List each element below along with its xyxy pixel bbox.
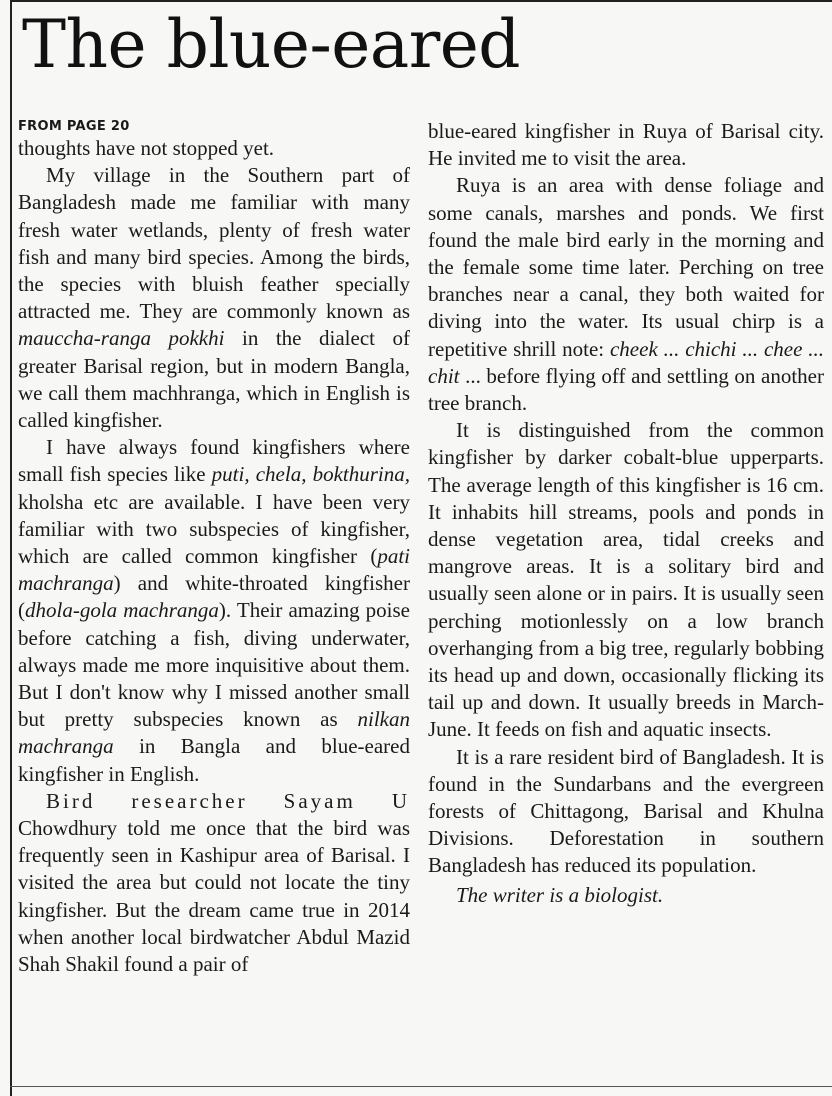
left-column bbox=[18, 118, 410, 978]
paragraph-text: ... before flying off and settling on another tree branch. bbox=[428, 363, 824, 416]
paragraph-text: Bird researcher Sayam U bbox=[46, 788, 410, 813]
italic-term: mauccha-ranga pokkhi bbox=[18, 326, 225, 351]
italic-term: dhola-gola machranga bbox=[25, 598, 219, 623]
paragraph bbox=[428, 172, 824, 417]
italic-term: puti, chela, bokthurina, bbox=[211, 462, 410, 487]
paragraph bbox=[18, 788, 410, 978]
paragraph: It is distinguished from the common kingfisher by darker cobalt-blue upperparts. The average length of this kingfisher is 16 cm. It inhabits hill streams, pools and ponds in dense vegetation area, tidal creeks and mangrove areas. It is a solitary bird and usually seen alone or in pairs. It is usually seen perching motionlessly on a low branch overhanging from a big tree, regularly bobbing its head up and down, occasionally flicking its tail up and down. It usually breeds in March-June. It feeds on fish and aquatic insects. bbox=[428, 418, 824, 742]
continued-from-label: FROM PAGE 20 bbox=[18, 119, 130, 134]
italic-term: nilkan machranga bbox=[18, 707, 410, 759]
frame-top-rule bbox=[10, 0, 832, 2]
paragraph: It is a rare resident bird of Bangladesh. It is found in the Sundarbans and the evergreen forests of Chittagong, Barisal and Khulna Divisions. Deforestation in southern Bangladesh has reduced its population. bbox=[428, 744, 824, 878]
paragraph-text: in Bangla and blue-eared kingfisher in English. bbox=[18, 734, 410, 786]
paragraph: blue-eared kingfisher in Ruya of Barisal city. He invited me to visit the area. bbox=[428, 119, 824, 171]
author-credit: The writer is a biologist. bbox=[456, 882, 664, 907]
italic-term: pati machranga bbox=[18, 544, 410, 596]
italic-term: cheek ... chichi ... chee ... chit bbox=[428, 336, 824, 388]
paragraph-text: I have always found kingfishers where small fish species like bbox=[18, 435, 410, 487]
paragraph bbox=[18, 162, 410, 434]
paragraph-text: kholsha etc are available. I have been very familiar with two subspecies of kingfisher, which are called common kingfisher ( bbox=[18, 489, 410, 569]
paragraph-text: in the dialect of greater Barisal region, but in modern Bangla, we call them machhranga, which in English is called kingfisher. bbox=[18, 326, 410, 433]
frame-bottom-rule bbox=[10, 1086, 832, 1087]
headline: The blue-eared bbox=[22, 6, 521, 83]
paragraph bbox=[18, 434, 410, 788]
paragraph-text: ) and white-throated kingfisher ( bbox=[18, 571, 410, 623]
paragraph-text: Chowdhury told me once that the bird was frequently seen in Kashipur area of Barisal. I visited the area but could not locate the tiny kingfisher. But the dream came true in 2014 when another local birdwatcher Abdul Mazid Shah Shakil found a pair of bbox=[18, 816, 410, 977]
paragraph-text: Ruya is an area with dense foliage and some canals, marshes and ponds. We first found the male bird early in the morning and the female some time later. Perching on tree branches near a canal, they both waited for diving into the water. Its usual chirp is a repetitive shrill note: bbox=[428, 173, 824, 361]
frame-left-rule bbox=[10, 0, 12, 1096]
paragraph-text: My village in the Southern part of Bangladesh made me familiar with many fresh water wetlands, plenty of fresh water fish and many bird species. Among the birds, the species with bluish feather specially attracted me. They are commonly known as bbox=[18, 163, 410, 324]
paragraph-text: ). Their amazing poise before catching a fish, diving underwater, always made me more inquisitive about them. But I don't know why I missed another small but pretty subspecies known as bbox=[18, 598, 410, 732]
paragraph: thoughts have not stopped yet. bbox=[18, 136, 275, 160]
right-column bbox=[428, 118, 824, 909]
